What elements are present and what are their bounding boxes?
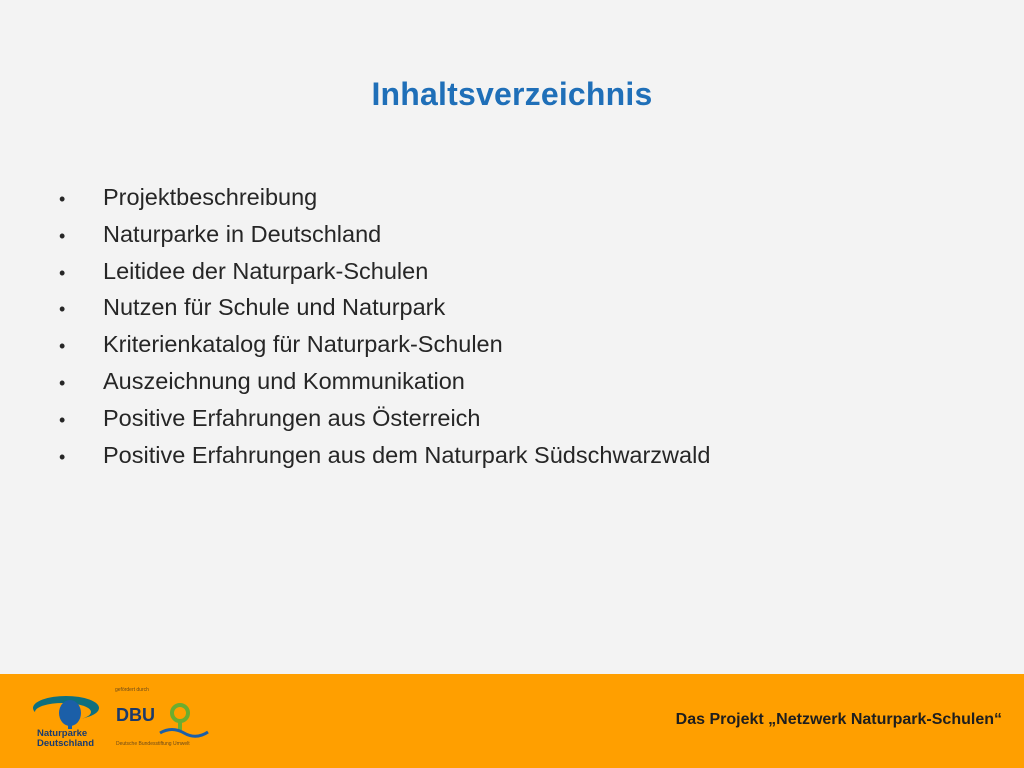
bullet: • [59, 299, 66, 320]
bullet: • [59, 225, 66, 246]
table-of-contents [56, 184, 710, 478]
toc-item-label: Projektbeschreibung [103, 184, 318, 210]
slide-title: Inhaltsverzeichnis [371, 76, 653, 112]
logo-label-line2: Deutschland [37, 738, 95, 749]
dbu-wave-icon [160, 730, 208, 737]
toc-item-label: Naturparke in Deutschland [103, 220, 382, 247]
naturparke-logo-label [37, 729, 94, 749]
toc-item-label: Positive Erfahrungen aus dem Naturpark Südschwarzwald [103, 441, 711, 468]
toc-item [56, 184, 710, 221]
toc-item-label: Nutzen für Schule und Naturpark [103, 294, 446, 321]
toc-item-label: Positive Erfahrungen aus Österreich [103, 404, 481, 431]
toc-item-label: Leitidee der Naturpark-Schulen [103, 257, 429, 284]
bullet: • [59, 372, 66, 393]
dbu-logo [112, 684, 212, 760]
bullet: • [59, 336, 66, 357]
bullet: • [59, 446, 66, 467]
naturparke-deutschland-logo [30, 688, 102, 764]
toc-item [56, 368, 710, 405]
footer-bar [0, 674, 1024, 768]
dbu-small-text: gefördert durch [115, 687, 149, 693]
bullet: • [59, 409, 66, 430]
dbu-tagline: Deutsche Bundesstiftung Umwelt [116, 741, 190, 747]
toc-item-label: Auszeichnung und Kommunikation [103, 367, 465, 394]
toc-item [56, 294, 710, 331]
dbu-leaf-stem [178, 719, 182, 730]
logo-label-line1: Naturparke [37, 728, 88, 739]
toc-item-label: Kriterienkatalog für Naturpark-Schulen [103, 331, 503, 358]
bullet: • [59, 262, 66, 283]
toc-item [56, 331, 710, 368]
bullet: • [59, 189, 66, 209]
toc-item [56, 405, 710, 442]
toc-item [56, 442, 710, 479]
toc-item [56, 221, 710, 258]
toc-item [56, 258, 710, 295]
dbu-logo-text: DBU [116, 705, 155, 725]
dbu-leaf-circle [172, 705, 188, 721]
footer-project-text: Das Projekt „Netzwerk Naturpark-Schulen“ [675, 711, 1002, 728]
